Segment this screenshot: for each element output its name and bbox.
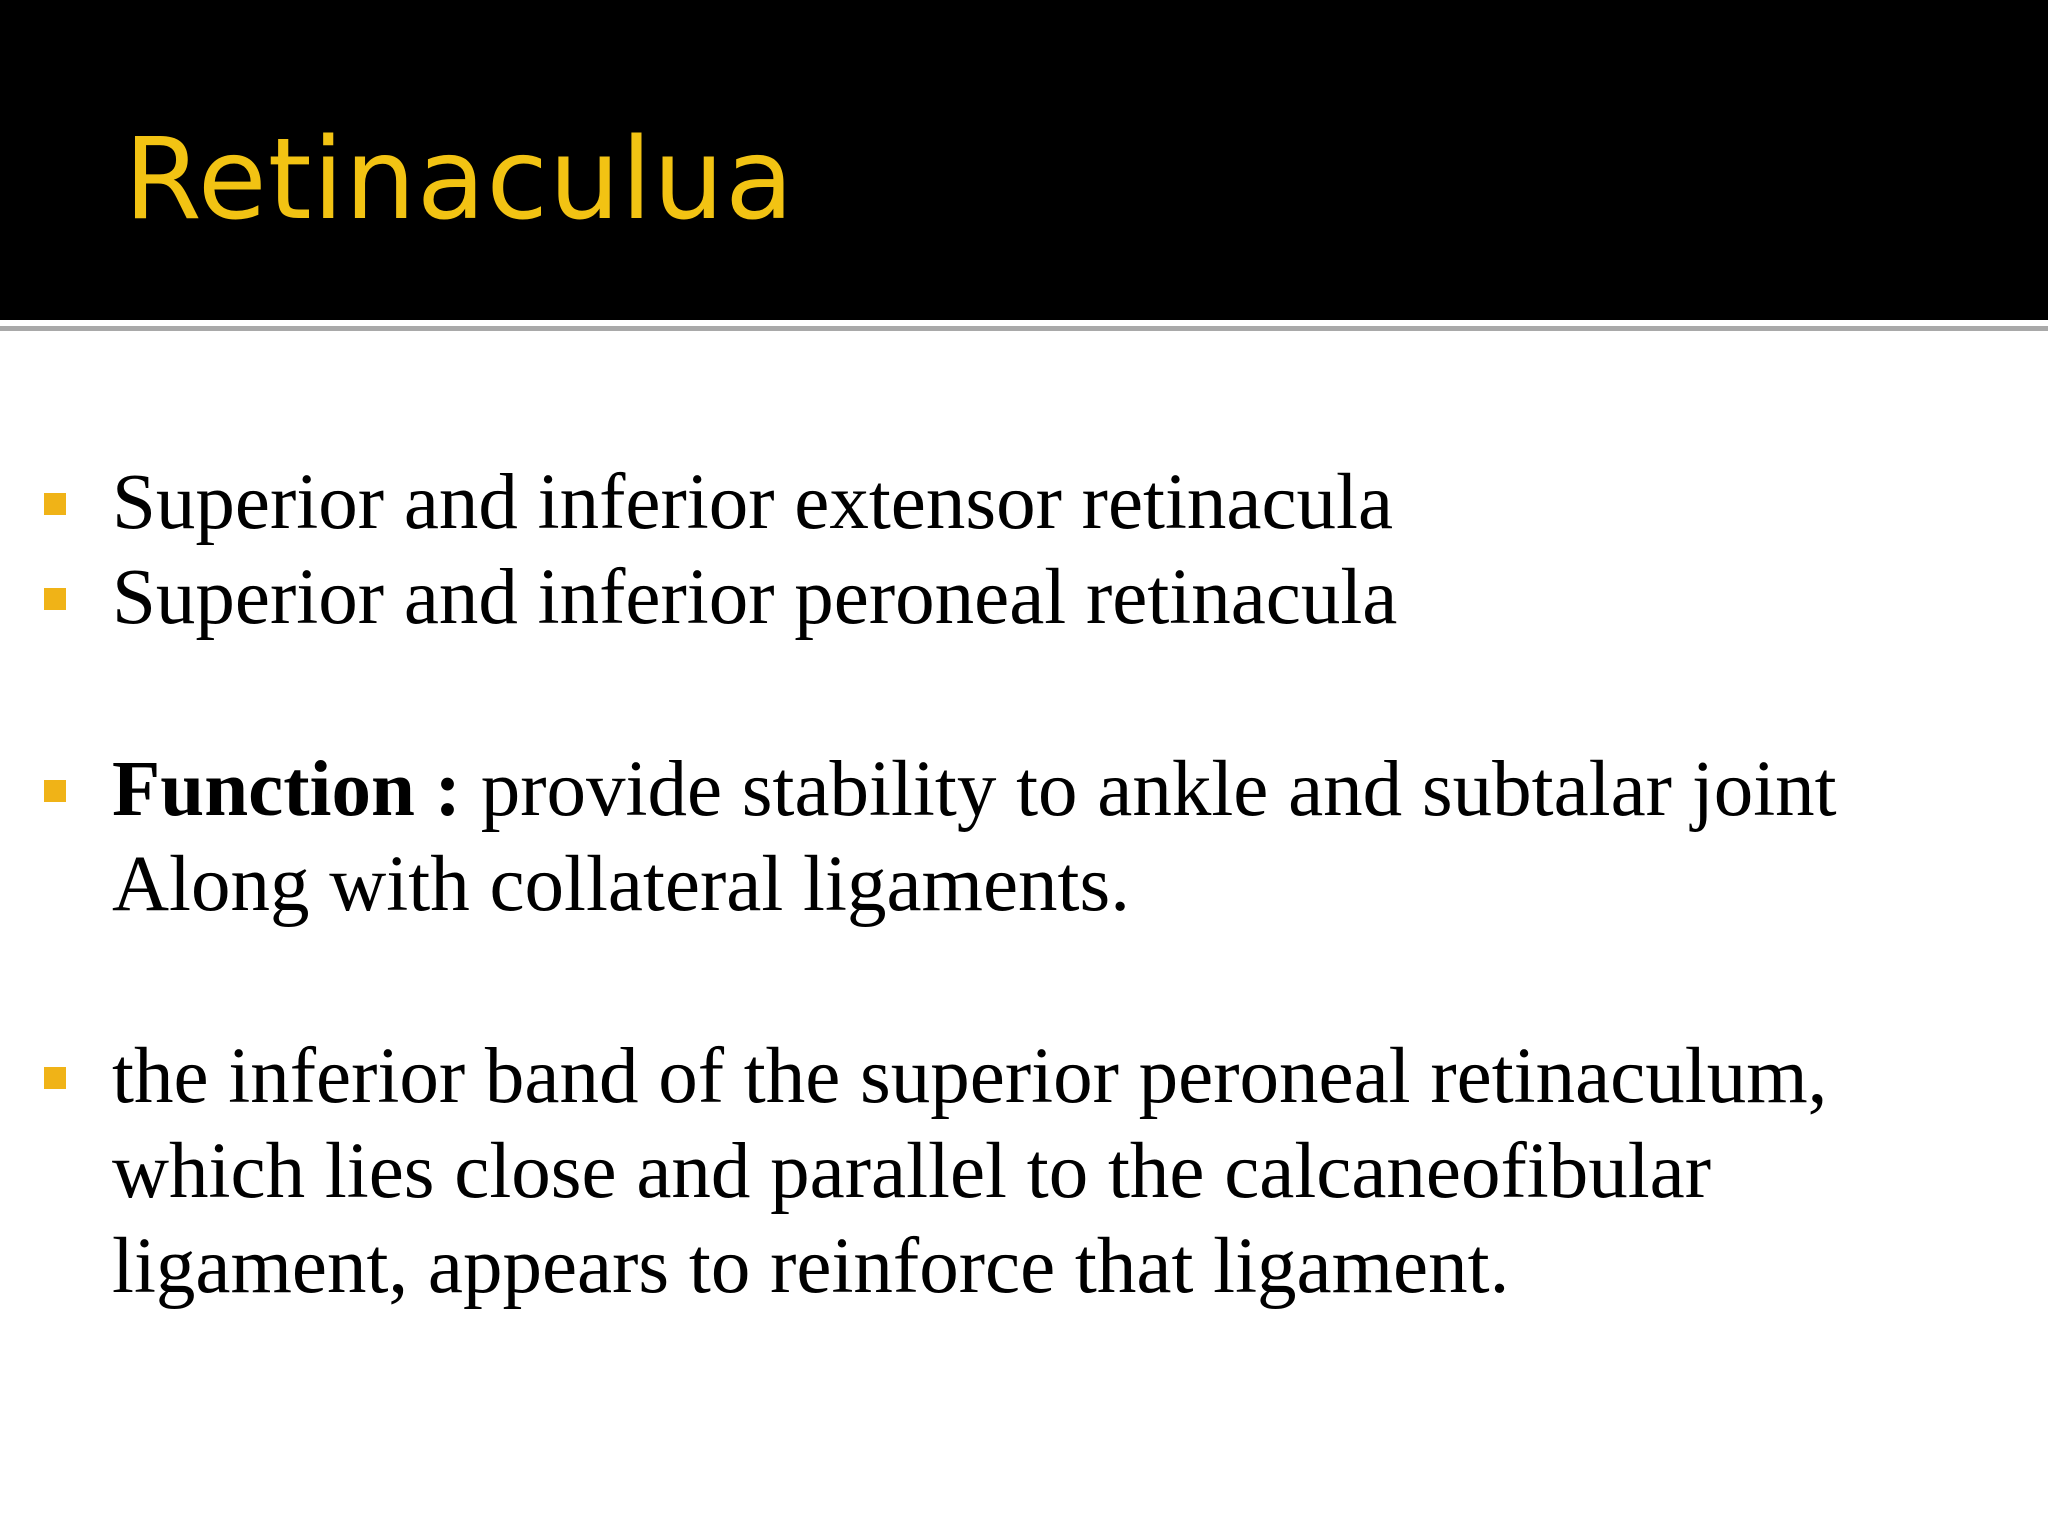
bullet-item	[0, 550, 1932, 645]
square-bullet-icon	[44, 493, 66, 515]
bullet-text: the inferior band of the superior peroneal retinaculum, which lies close and parallel to the calcaneofibular ligament, appears to reinforce that ligament.	[112, 1033, 1828, 1310]
bullet-text: Superior and inferior peroneal retinacula	[112, 554, 1398, 641]
bullet-item	[0, 1029, 1932, 1314]
slide-title: Retinaculua	[124, 115, 795, 245]
square-bullet-icon	[44, 588, 66, 610]
slide-content	[0, 455, 2048, 1314]
bullet-bold-label: Function :	[112, 746, 461, 833]
spacer	[0, 645, 2048, 742]
bullet-text: provide stability to ankle and subtalar joint Along with collateral ligaments.	[112, 746, 1837, 928]
spacer	[0, 932, 2048, 1029]
bullet-text: Superior and inferior extensor retinacula	[112, 459, 1394, 546]
bullet-item	[0, 742, 1932, 932]
bullet-item	[0, 455, 1932, 550]
title-bar	[0, 0, 2048, 320]
square-bullet-icon	[44, 1067, 66, 1089]
square-bullet-icon	[44, 780, 66, 802]
title-divider	[0, 326, 2048, 331]
